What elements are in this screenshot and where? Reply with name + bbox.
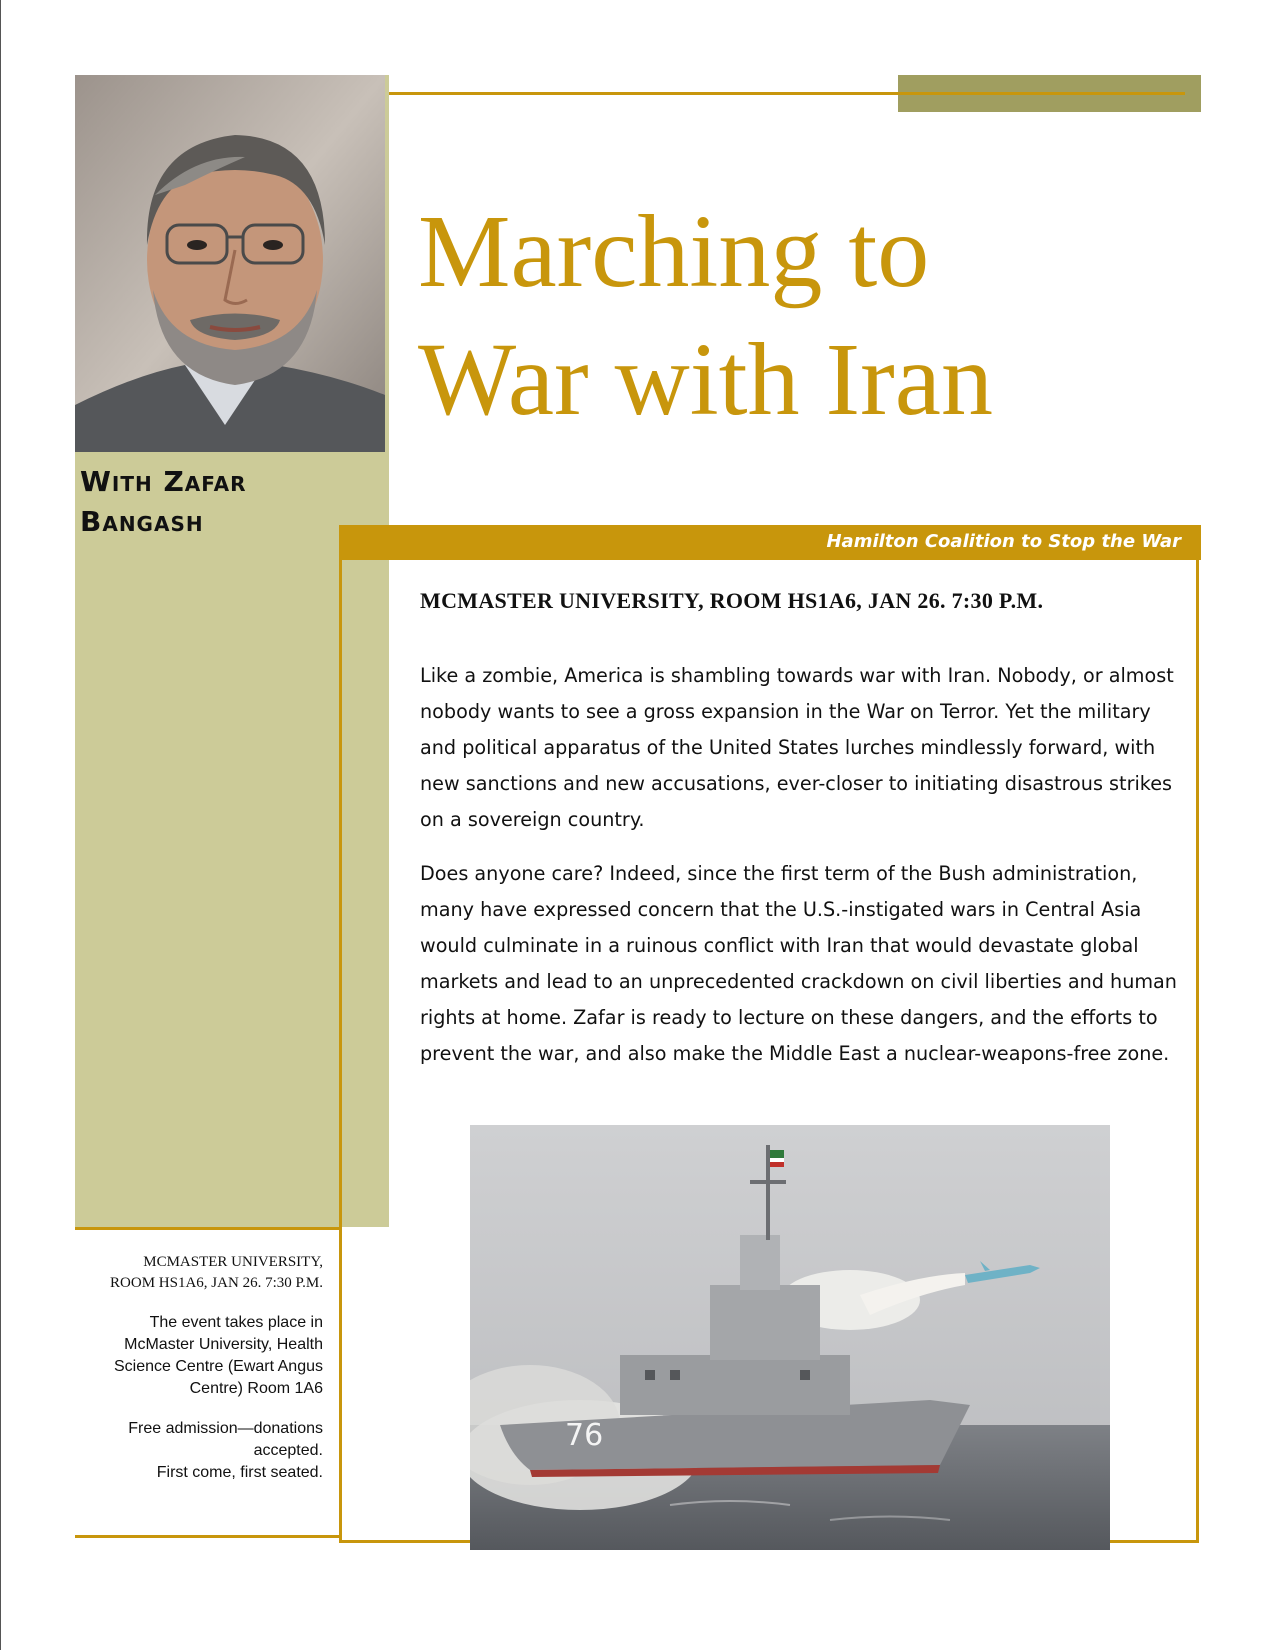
sidebar-admission-text: Free admission—donations accepted.: [128, 1420, 323, 1459]
speaker-name-line1: With Zafar: [80, 465, 247, 498]
sidebar-divider-top: [75, 1227, 339, 1230]
speaker-portrait: [75, 75, 385, 452]
page-title: [418, 188, 1178, 444]
sidebar-divider-bottom: [75, 1535, 339, 1538]
description-paragraph-1: Like a zombie, America is shambling towards war with Iran. Nobody, or almost nobody wants to see a gross expansion in the War on Terror. Yet the military and political apparatus of the United States lurches mindlessly forward, with new sanctions and new accusations, ever-closer to initiating disastrous strikes on a sovereign country.: [420, 664, 1174, 831]
event-description: [420, 658, 1180, 1090]
organization-name: Hamilton Coalition to Stop the War: [826, 531, 1181, 552]
sidebar-admission-block: [75, 1418, 323, 1484]
portrait-illustration: [75, 75, 385, 452]
title-line2: War with Iran: [418, 322, 993, 437]
speaker-name-line2: Bangash: [80, 505, 204, 538]
speaker-name: [80, 462, 380, 542]
sidebar-event-heading: [75, 1252, 323, 1294]
warship-illustration: [470, 1125, 1110, 1550]
description-paragraph-2: Does anyone care? Indeed, since the first term of the Bush administration, many have expressed concern that the U.S.-instigated wars in Central Asia would culminate in a ruinous conflict with Iran that would devastate global markets and lead to an unprecedented crackdown on civil liberties and human rights at home. Zafar is ready to lecture on these dangers, and the efforts to prevent the war, and also make the Middle East a nuclear-weapons-free zone.: [420, 862, 1177, 1065]
page-edge-line: [0, 0, 1, 1650]
sidebar-heading-line1: MCMASTER UNIVERSITY,: [143, 1254, 323, 1270]
sidebar-seating-text: First come, first seated.: [156, 1464, 323, 1481]
header-rule: [389, 92, 1185, 95]
sidebar-heading-line2: ROOM HS1A6, JAN 26. 7:30 P.M.: [110, 1275, 323, 1291]
sidebar-location-text: The event takes place in McMaster University, Health Science Centre (Ewart Angus Centre) Room 1A6: [114, 1314, 323, 1397]
warship-photo: [470, 1125, 1110, 1550]
event-details-heading: MCMASTER UNIVERSITY, ROOM HS1A6, JAN 26. 7:30 P.M.: [420, 588, 1044, 613]
sidebar-event-info: [75, 1252, 323, 1502]
title-line1: Marching to: [418, 194, 930, 309]
hull-number: 76: [565, 1418, 604, 1453]
